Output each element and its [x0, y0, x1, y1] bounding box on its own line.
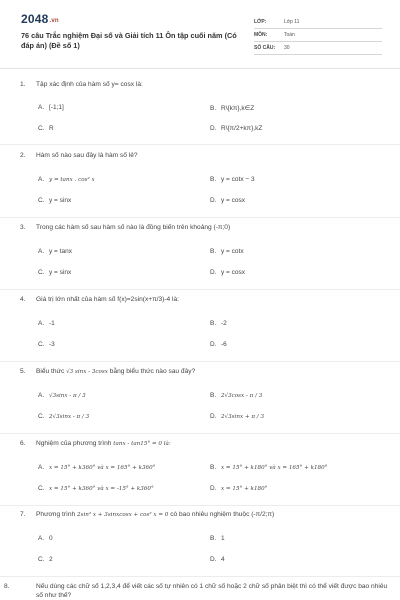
question-stem-end: bằng biểu thức nào sau đây? [109, 368, 196, 375]
option-text: 4 [221, 556, 225, 563]
option-b[interactable] [210, 535, 225, 542]
option-letter: A. [38, 464, 45, 471]
meta-row-class [254, 16, 382, 29]
meta-value: Lớp 11 [284, 19, 300, 25]
option-letter: C. [38, 413, 45, 420]
question-divider [0, 289, 400, 290]
meta-key: LỚP: [254, 19, 267, 25]
option-text: x = 15° + k180° [221, 486, 268, 492]
option-text: y = cotx [221, 248, 244, 255]
site-logo[interactable] [21, 12, 59, 26]
option-letter: B. [210, 535, 217, 542]
option-text: y = sinx [49, 197, 72, 204]
option-text: R\{kπ},k∈Z [221, 105, 255, 112]
question-6 [20, 439, 390, 501]
option-d[interactable] [210, 341, 227, 348]
question-8 [4, 582, 390, 600]
option-letter: C. [38, 556, 45, 563]
option-text: y = sinx [49, 269, 72, 276]
question-number: 5. [20, 368, 26, 375]
option-a[interactable] [38, 176, 95, 183]
option-letter: A. [38, 320, 45, 327]
option-d[interactable] [210, 485, 267, 492]
option-text: -1 [49, 320, 55, 327]
option-text: y = cosx [221, 269, 246, 276]
option-letter: C. [38, 341, 45, 348]
question-divider [0, 505, 400, 506]
option-letter: A. [38, 176, 45, 183]
option-text: R [49, 125, 54, 132]
option-letter: D. [210, 413, 217, 420]
question-stem: Biểu thức [36, 368, 65, 375]
option-letter: A. [38, 248, 45, 255]
question-text [20, 367, 390, 377]
option-text: x = 15° + k360° và x = -15° + k360° [49, 486, 154, 492]
option-c[interactable] [38, 485, 154, 492]
option-text: x = 15° + k360° và x = 165° + k360° [49, 465, 156, 471]
question-divider [0, 576, 400, 577]
option-letter: D. [210, 485, 217, 492]
question-number: 2. [20, 152, 26, 159]
document-header [0, 0, 400, 66]
option-text: [-1;1] [49, 104, 64, 111]
option-letter: D. [210, 125, 217, 132]
question-divider [0, 433, 400, 434]
option-b[interactable] [210, 392, 262, 399]
option-text: R\{π/2+kπ},kZ [221, 125, 263, 132]
question-divider [0, 144, 400, 145]
option-b[interactable] [210, 248, 244, 255]
question-stem: Giá trị lớn nhất của hàm số f(x)=2sin(x+π/3)-4 là: [36, 296, 180, 303]
option-text: -2 [221, 320, 227, 327]
header-divider [0, 68, 400, 69]
question-text [20, 223, 390, 232]
option-letter: D. [210, 269, 217, 276]
question-text [20, 80, 390, 89]
option-d[interactable] [210, 269, 245, 276]
question-number: 1. [20, 81, 26, 88]
question-stem-end: có bao nhiêu nghiệm thuộc (-π/2;π) [170, 511, 275, 518]
meta-value: Toán [284, 32, 295, 38]
question-text [20, 439, 390, 449]
question-stem: Nghiệm của phương trình [36, 440, 112, 447]
option-letter: C. [38, 269, 45, 276]
question-stem: Trong các hàm số sau hàm số nào là đồng biến trên khoảng (-π;0) [36, 224, 231, 231]
option-letter: B. [210, 248, 217, 255]
option-c[interactable] [38, 341, 55, 348]
option-c[interactable] [38, 413, 89, 420]
option-text: √3sinx - π / 3 [49, 393, 86, 399]
option-a[interactable] [38, 392, 86, 399]
meta-row-count [254, 42, 382, 55]
question-text [20, 510, 390, 520]
option-text: y = cosx [221, 197, 246, 204]
question-2 [20, 151, 390, 213]
meta-row-subject [254, 29, 382, 42]
option-letter: D. [210, 556, 217, 563]
option-letter: D. [210, 197, 217, 204]
question-divider [0, 217, 400, 218]
question-formula: tanx - tan15° = 0 là: [113, 441, 171, 447]
question-stem: Phương trình [36, 511, 76, 518]
option-text: 2√3cosx - π / 3 [221, 393, 263, 399]
logo-suffix: .vn [49, 18, 59, 24]
option-letter: C. [38, 485, 45, 492]
option-letter: B. [210, 176, 217, 183]
question-divider [0, 361, 400, 362]
option-c[interactable] [38, 197, 71, 204]
option-b[interactable] [210, 464, 327, 471]
meta-key: MÔN: [254, 32, 268, 38]
option-text: 2√3sinx + π / 3 [221, 414, 265, 420]
page-title: 76 câu Trắc nghiệm Đại số và Giải tích 11 Ôn tập cuối năm (Có đáp án) (Đề số 1) [21, 31, 237, 50]
option-a[interactable] [38, 464, 155, 471]
option-text: y = cotx − 3 [221, 176, 255, 183]
question-7 [20, 510, 390, 572]
option-b[interactable] [210, 176, 255, 183]
question-number: 8. [4, 583, 10, 590]
option-letter: C. [38, 197, 45, 204]
option-letter: A. [38, 104, 45, 111]
option-d[interactable] [210, 413, 264, 420]
option-text: 2√3sinx - π / 3 [49, 414, 90, 420]
option-text: 1 [221, 535, 225, 542]
question-stem: Nếu dùng các chữ số 1,2,3,4 để viết các số tự nhiên có 1 chữ số hoặc 2 chữ số phân biệt thì có thể viết được bao nhiêu số như thế? [36, 583, 388, 599]
option-a[interactable] [38, 535, 53, 542]
option-letter: A. [38, 392, 45, 399]
question-formula: √3 sinx - 3cosx [66, 369, 108, 375]
option-letter: C. [38, 125, 45, 132]
option-letter: D. [210, 341, 217, 348]
meta-key: SỐ CÂU: [254, 45, 276, 51]
option-text: -6 [221, 341, 227, 348]
option-a[interactable] [38, 320, 55, 327]
question-formula: 2sin² x + 3sinxcosx + cos² x = 0 [77, 512, 169, 518]
question-stem: Hàm số nào sau đây là hàm số lẻ? [36, 152, 138, 159]
question-text [20, 151, 390, 160]
option-b[interactable] [210, 320, 227, 327]
logo-text: 2048 [21, 12, 49, 26]
option-c[interactable] [38, 556, 53, 563]
option-c[interactable] [38, 125, 54, 132]
question-number: 4. [20, 296, 26, 303]
question-number: 6. [20, 440, 26, 447]
option-c[interactable] [38, 269, 71, 276]
option-d[interactable] [210, 125, 262, 132]
option-letter: A. [38, 535, 45, 542]
option-letter: B. [210, 464, 217, 471]
option-a[interactable] [38, 104, 64, 111]
question-3 [20, 223, 390, 285]
option-letter: B. [210, 105, 217, 112]
question-stem: Tập xác định của hàm số y= cosx là: [36, 81, 143, 88]
question-4 [20, 295, 390, 357]
meta-value: 30 [284, 45, 290, 51]
option-text: y = tanx [49, 248, 72, 255]
question-text [20, 295, 390, 304]
option-b[interactable] [210, 104, 254, 112]
option-letter: B. [210, 392, 217, 399]
question-text [4, 582, 390, 600]
option-text: x = 15° + k180° và x = 165° + k180° [221, 465, 328, 471]
option-text: 2 [49, 556, 53, 563]
question-5 [20, 367, 390, 429]
option-text: y = tanx . cos² x [49, 177, 95, 183]
option-d[interactable] [210, 556, 225, 563]
option-text: -3 [49, 341, 55, 348]
question-number: 3. [20, 224, 26, 231]
question-1 [20, 80, 390, 140]
meta-table [254, 16, 382, 55]
question-number: 7. [20, 511, 26, 518]
option-text: 0 [49, 535, 53, 542]
option-d[interactable] [210, 197, 245, 204]
option-letter: B. [210, 320, 217, 327]
option-a[interactable] [38, 248, 72, 255]
